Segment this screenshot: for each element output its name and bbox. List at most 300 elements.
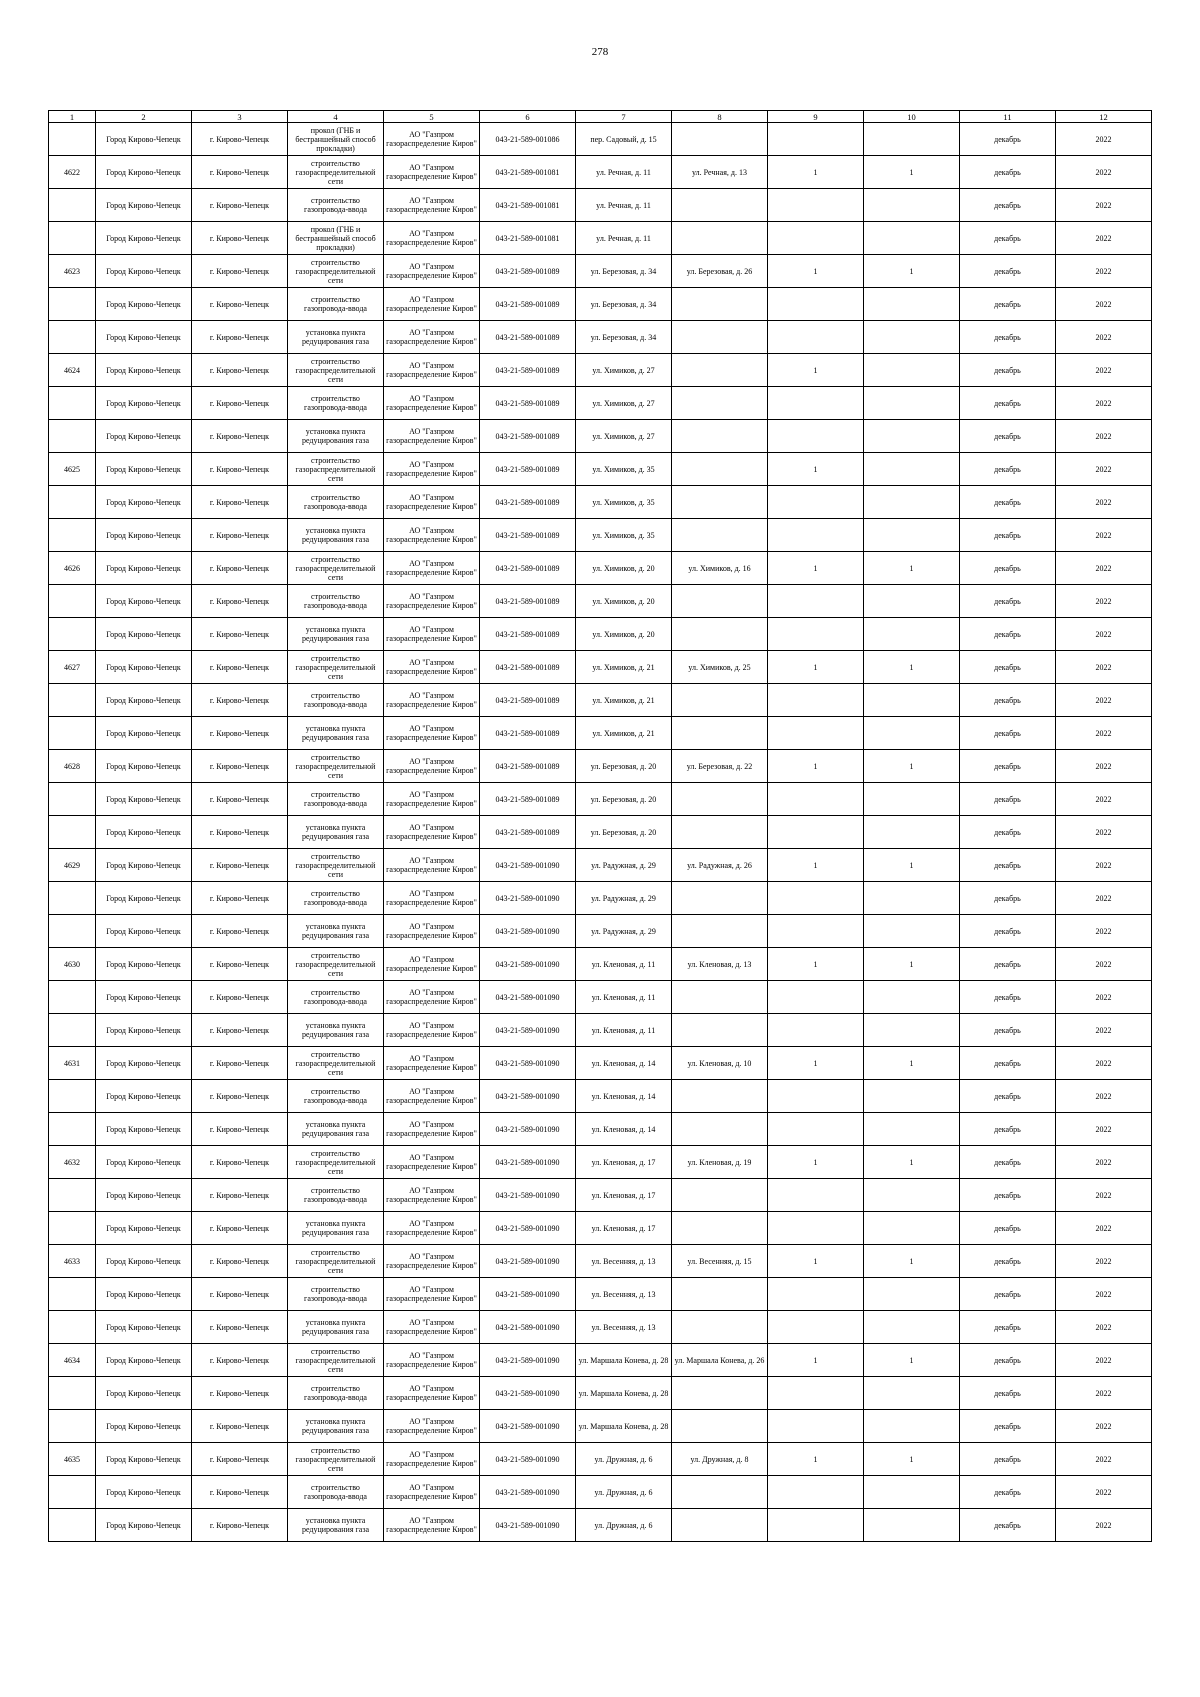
second-address-cell (672, 222, 768, 255)
month-cell: декабрь (960, 453, 1056, 486)
month-cell: декабрь (960, 519, 1056, 552)
work-type-cell: строительство газораспределительной сети (288, 750, 384, 783)
year-cell: 2022 (1056, 255, 1152, 288)
table-row (49, 1245, 1152, 1278)
count-cell-2: 1 (864, 750, 960, 783)
program-number-cell: 043-21-589-001089 (480, 618, 576, 651)
row-number-cell: 4634 (49, 1344, 96, 1377)
count-cell (768, 618, 864, 651)
municipality-cell: Город Кирово-Чепецк (96, 1311, 192, 1344)
work-type-cell: установка пункта редуцирования газа (288, 1311, 384, 1344)
settlement-cell: г. Кирово-Чепецк (192, 552, 288, 585)
table-row (49, 123, 1152, 156)
count-cell (768, 519, 864, 552)
table-row (49, 585, 1152, 618)
organization-cell: АО "Газпром газораспределение Киров" (384, 1113, 480, 1146)
count-cell-2 (864, 387, 960, 420)
address-cell: ул. Химиков, д. 20 (576, 552, 672, 585)
column-header: 4 (288, 111, 384, 123)
table-row (49, 783, 1152, 816)
year-cell: 2022 (1056, 717, 1152, 750)
address-cell: ул. Березовая, д. 20 (576, 783, 672, 816)
program-number-cell: 043-21-589-001090 (480, 882, 576, 915)
row-number-cell (49, 1278, 96, 1311)
address-cell: ул. Химиков, д. 21 (576, 684, 672, 717)
second-address-cell: ул. Речная, д. 13 (672, 156, 768, 189)
year-cell: 2022 (1056, 618, 1152, 651)
count-cell-2 (864, 354, 960, 387)
second-address-cell (672, 1476, 768, 1509)
count-cell: 1 (768, 750, 864, 783)
count-cell-2 (864, 486, 960, 519)
organization-cell: АО "Газпром газораспределение Киров" (384, 552, 480, 585)
count-cell (768, 387, 864, 420)
year-cell: 2022 (1056, 1014, 1152, 1047)
second-address-cell (672, 519, 768, 552)
second-address-cell (672, 684, 768, 717)
municipality-cell: Город Кирово-Чепецк (96, 948, 192, 981)
year-cell: 2022 (1056, 1377, 1152, 1410)
count-cell-2: 1 (864, 849, 960, 882)
organization-cell: АО "Газпром газораспределение Киров" (384, 816, 480, 849)
count-cell-2 (864, 1113, 960, 1146)
second-address-cell: ул. Маршала Конева, д. 26 (672, 1344, 768, 1377)
settlement-cell: г. Кирово-Чепецк (192, 255, 288, 288)
program-number-cell: 043-21-589-001090 (480, 1509, 576, 1542)
count-cell (768, 783, 864, 816)
month-cell: декабрь (960, 750, 1056, 783)
month-cell: декабрь (960, 1179, 1056, 1212)
organization-cell: АО "Газпром газораспределение Киров" (384, 1212, 480, 1245)
year-cell: 2022 (1056, 684, 1152, 717)
table-row (49, 651, 1152, 684)
count-cell (768, 915, 864, 948)
table-row (49, 420, 1152, 453)
year-cell: 2022 (1056, 1179, 1152, 1212)
row-number-cell: 4630 (49, 948, 96, 981)
settlement-cell: г. Кирово-Чепецк (192, 519, 288, 552)
work-type-cell: строительство газораспределительной сети (288, 552, 384, 585)
count-cell-2 (864, 1014, 960, 1047)
work-type-cell: установка пункта редуцирования газа (288, 1410, 384, 1443)
work-type-cell: строительство газопровода-ввода (288, 1278, 384, 1311)
table-row (49, 1179, 1152, 1212)
year-cell: 2022 (1056, 816, 1152, 849)
row-number-cell (49, 420, 96, 453)
settlement-cell: г. Кирово-Чепецк (192, 618, 288, 651)
month-cell: декабрь (960, 420, 1056, 453)
work-type-cell: установка пункта редуцирования газа (288, 915, 384, 948)
municipality-cell: Город Кирово-Чепецк (96, 882, 192, 915)
row-number-cell (49, 1212, 96, 1245)
year-cell: 2022 (1056, 783, 1152, 816)
month-cell: декабрь (960, 1080, 1056, 1113)
second-address-cell (672, 1509, 768, 1542)
program-number-cell: 043-21-589-001089 (480, 486, 576, 519)
count-cell-2 (864, 222, 960, 255)
second-address-cell (672, 1179, 768, 1212)
count-cell: 1 (768, 156, 864, 189)
year-cell: 2022 (1056, 1443, 1152, 1476)
settlement-cell: г. Кирово-Чепецк (192, 816, 288, 849)
count-cell-2: 1 (864, 651, 960, 684)
count-cell (768, 1179, 864, 1212)
count-cell (768, 684, 864, 717)
count-cell (768, 420, 864, 453)
row-number-cell (49, 915, 96, 948)
year-cell: 2022 (1056, 222, 1152, 255)
settlement-cell: г. Кирово-Чепецк (192, 750, 288, 783)
municipality-cell: Город Кирово-Чепецк (96, 1245, 192, 1278)
column-header: 5 (384, 111, 480, 123)
municipality-cell: Город Кирово-Чепецк (96, 519, 192, 552)
work-type-cell: строительство газопровода-ввода (288, 288, 384, 321)
table-row (49, 915, 1152, 948)
settlement-cell: г. Кирово-Чепецк (192, 849, 288, 882)
second-address-cell: ул. Кленовая, д. 19 (672, 1146, 768, 1179)
municipality-cell: Город Кирово-Чепецк (96, 1179, 192, 1212)
municipality-cell: Город Кирово-Чепецк (96, 981, 192, 1014)
address-cell: ул. Весенняя, д. 13 (576, 1245, 672, 1278)
count-cell-2 (864, 717, 960, 750)
program-number-cell: 043-21-589-001089 (480, 783, 576, 816)
count-cell (768, 1410, 864, 1443)
row-number-cell (49, 618, 96, 651)
month-cell: декабрь (960, 816, 1056, 849)
settlement-cell: г. Кирово-Чепецк (192, 1410, 288, 1443)
row-number-cell: 4625 (49, 453, 96, 486)
address-cell: ул. Кленовая, д. 11 (576, 981, 672, 1014)
second-address-cell: ул. Радужная, д. 26 (672, 849, 768, 882)
column-header: 12 (1056, 111, 1152, 123)
settlement-cell: г. Кирово-Чепецк (192, 1146, 288, 1179)
organization-cell: АО "Газпром газораспределение Киров" (384, 1047, 480, 1080)
month-cell: декабрь (960, 486, 1056, 519)
municipality-cell: Город Кирово-Чепецк (96, 1014, 192, 1047)
organization-cell: АО "Газпром газораспределение Киров" (384, 882, 480, 915)
register-table (48, 110, 1152, 1542)
settlement-cell: г. Кирово-Чепецк (192, 1179, 288, 1212)
address-cell: ул. Радужная, д. 29 (576, 849, 672, 882)
table-row (49, 189, 1152, 222)
count-cell-2 (864, 1476, 960, 1509)
count-cell-2 (864, 1179, 960, 1212)
settlement-cell: г. Кирово-Чепецк (192, 1014, 288, 1047)
year-cell: 2022 (1056, 321, 1152, 354)
address-cell: ул. Кленовая, д. 17 (576, 1146, 672, 1179)
work-type-cell: строительство газораспределительной сети (288, 1146, 384, 1179)
organization-cell: АО "Газпром газораспределение Киров" (384, 387, 480, 420)
work-type-cell: строительство газопровода-ввода (288, 1179, 384, 1212)
work-type-cell: строительство газораспределительной сети (288, 1245, 384, 1278)
month-cell: декабрь (960, 288, 1056, 321)
table-row (49, 684, 1152, 717)
second-address-cell (672, 1014, 768, 1047)
settlement-cell: г. Кирово-Чепецк (192, 1047, 288, 1080)
organization-cell: АО "Газпром газораспределение Киров" (384, 948, 480, 981)
count-cell (768, 486, 864, 519)
count-cell: 1 (768, 1146, 864, 1179)
municipality-cell: Город Кирово-Чепецк (96, 750, 192, 783)
row-number-cell (49, 981, 96, 1014)
settlement-cell: г. Кирово-Чепецк (192, 1278, 288, 1311)
municipality-cell: Город Кирово-Чепецк (96, 222, 192, 255)
organization-cell: АО "Газпром газораспределение Киров" (384, 354, 480, 387)
row-number-cell (49, 717, 96, 750)
count-cell (768, 1014, 864, 1047)
program-number-cell: 043-21-589-001090 (480, 1344, 576, 1377)
table-row (49, 1443, 1152, 1476)
year-cell: 2022 (1056, 552, 1152, 585)
work-type-cell: строительство газопровода-ввода (288, 486, 384, 519)
row-number-cell: 4629 (49, 849, 96, 882)
row-number-cell (49, 387, 96, 420)
table-row (49, 288, 1152, 321)
settlement-cell: г. Кирово-Чепецк (192, 684, 288, 717)
row-number-cell: 4635 (49, 1443, 96, 1476)
row-number-cell (49, 1311, 96, 1344)
table-row (49, 222, 1152, 255)
month-cell: декабрь (960, 552, 1056, 585)
program-number-cell: 043-21-589-001090 (480, 1410, 576, 1443)
table-row (49, 981, 1152, 1014)
organization-cell: АО "Газпром газораспределение Киров" (384, 1443, 480, 1476)
count-cell-2 (864, 453, 960, 486)
year-cell: 2022 (1056, 1509, 1152, 1542)
count-cell-2: 1 (864, 1245, 960, 1278)
year-cell: 2022 (1056, 123, 1152, 156)
second-address-cell (672, 321, 768, 354)
program-number-cell: 043-21-589-001089 (480, 585, 576, 618)
address-cell: ул. Березовая, д. 34 (576, 255, 672, 288)
address-cell: ул. Кленовая, д. 11 (576, 948, 672, 981)
month-cell: декабрь (960, 1113, 1056, 1146)
address-cell: ул. Химиков, д. 20 (576, 618, 672, 651)
year-cell: 2022 (1056, 1410, 1152, 1443)
second-address-cell (672, 915, 768, 948)
month-cell: декабрь (960, 948, 1056, 981)
program-number-cell: 043-21-589-001089 (480, 387, 576, 420)
count-cell: 1 (768, 1443, 864, 1476)
program-number-cell: 043-21-589-001090 (480, 1377, 576, 1410)
program-number-cell: 043-21-589-001089 (480, 519, 576, 552)
program-number-cell: 043-21-589-001089 (480, 354, 576, 387)
address-cell: ул. Березовая, д. 20 (576, 816, 672, 849)
municipality-cell: Город Кирово-Чепецк (96, 717, 192, 750)
count-cell (768, 321, 864, 354)
settlement-cell: г. Кирово-Чепецк (192, 1377, 288, 1410)
settlement-cell: г. Кирово-Чепецк (192, 288, 288, 321)
organization-cell: АО "Газпром газораспределение Киров" (384, 1509, 480, 1542)
column-header: 6 (480, 111, 576, 123)
program-number-cell: 043-21-589-001089 (480, 717, 576, 750)
row-number-cell (49, 816, 96, 849)
second-address-cell: ул. Химиков, д. 16 (672, 552, 768, 585)
second-address-cell (672, 1278, 768, 1311)
table-row (49, 1476, 1152, 1509)
municipality-cell: Город Кирово-Чепецк (96, 783, 192, 816)
address-cell: ул. Дружная, д. 6 (576, 1476, 672, 1509)
second-address-cell (672, 453, 768, 486)
work-type-cell: установка пункта редуцирования газа (288, 519, 384, 552)
year-cell: 2022 (1056, 1476, 1152, 1509)
municipality-cell: Город Кирово-Чепецк (96, 552, 192, 585)
address-cell: ул. Березовая, д. 34 (576, 321, 672, 354)
count-cell-2 (864, 189, 960, 222)
organization-cell: АО "Газпром газораспределение Киров" (384, 1410, 480, 1443)
count-cell: 1 (768, 453, 864, 486)
address-cell: ул. Химиков, д. 20 (576, 585, 672, 618)
settlement-cell: г. Кирово-Чепецк (192, 453, 288, 486)
address-cell: ул. Радужная, д. 29 (576, 882, 672, 915)
year-cell: 2022 (1056, 519, 1152, 552)
work-type-cell: установка пункта редуцирования газа (288, 420, 384, 453)
work-type-cell: строительство газопровода-ввода (288, 189, 384, 222)
settlement-cell: г. Кирово-Чепецк (192, 387, 288, 420)
second-address-cell (672, 486, 768, 519)
count-cell-2 (864, 123, 960, 156)
settlement-cell: г. Кирово-Чепецк (192, 420, 288, 453)
program-number-cell: 043-21-589-001090 (480, 1476, 576, 1509)
municipality-cell: Город Кирово-Чепецк (96, 1410, 192, 1443)
second-address-cell: ул. Химиков, д. 25 (672, 651, 768, 684)
organization-cell: АО "Газпром газораспределение Киров" (384, 519, 480, 552)
month-cell: декабрь (960, 717, 1056, 750)
work-type-cell: строительство газораспределительной сети (288, 354, 384, 387)
organization-cell: АО "Газпром газораспределение Киров" (384, 255, 480, 288)
month-cell: декабрь (960, 1509, 1056, 1542)
month-cell: декабрь (960, 882, 1056, 915)
work-type-cell: строительство газораспределительной сети (288, 255, 384, 288)
table-row (49, 255, 1152, 288)
municipality-cell: Город Кирово-Чепецк (96, 420, 192, 453)
year-cell: 2022 (1056, 1245, 1152, 1278)
table-row (49, 618, 1152, 651)
settlement-cell: г. Кирово-Чепецк (192, 1476, 288, 1509)
program-number-cell: 043-21-589-001090 (480, 1212, 576, 1245)
row-number-cell (49, 1080, 96, 1113)
month-cell: декабрь (960, 849, 1056, 882)
month-cell: декабрь (960, 783, 1056, 816)
program-number-cell: 043-21-589-001089 (480, 453, 576, 486)
month-cell: декабрь (960, 222, 1056, 255)
count-cell (768, 1377, 864, 1410)
organization-cell: АО "Газпром газораспределение Киров" (384, 453, 480, 486)
second-address-cell (672, 717, 768, 750)
count-cell-2 (864, 915, 960, 948)
count-cell-2 (864, 684, 960, 717)
work-type-cell: установка пункта редуцирования газа (288, 1113, 384, 1146)
address-cell: ул. Химиков, д. 27 (576, 420, 672, 453)
organization-cell: АО "Газпром газораспределение Киров" (384, 651, 480, 684)
work-type-cell: установка пункта редуцирования газа (288, 717, 384, 750)
row-number-cell: 4622 (49, 156, 96, 189)
organization-cell: АО "Газпром газораспределение Киров" (384, 222, 480, 255)
program-number-cell: 043-21-589-001090 (480, 1113, 576, 1146)
second-address-cell: ул. Дружная, д. 8 (672, 1443, 768, 1476)
month-cell: декабрь (960, 354, 1056, 387)
year-cell: 2022 (1056, 981, 1152, 1014)
row-number-cell: 4627 (49, 651, 96, 684)
column-header: 8 (672, 111, 768, 123)
address-cell: ул. Химиков, д. 21 (576, 717, 672, 750)
organization-cell: АО "Газпром газораспределение Киров" (384, 1245, 480, 1278)
municipality-cell: Город Кирово-Чепецк (96, 1047, 192, 1080)
organization-cell: АО "Газпром газораспределение Киров" (384, 1476, 480, 1509)
count-cell-2 (864, 519, 960, 552)
row-number-cell (49, 189, 96, 222)
address-cell: ул. Кленовая, д. 17 (576, 1212, 672, 1245)
table-row (49, 750, 1152, 783)
row-number-cell (49, 123, 96, 156)
organization-cell: АО "Газпром газораспределение Киров" (384, 915, 480, 948)
settlement-cell: г. Кирово-Чепецк (192, 156, 288, 189)
municipality-cell: Город Кирово-Чепецк (96, 684, 192, 717)
count-cell-2 (864, 1410, 960, 1443)
work-type-cell: установка пункта редуцирования газа (288, 1014, 384, 1047)
work-type-cell: строительство газораспределительной сети (288, 849, 384, 882)
municipality-cell: Город Кирово-Чепецк (96, 618, 192, 651)
table-row (49, 948, 1152, 981)
municipality-cell: Город Кирово-Чепецк (96, 915, 192, 948)
address-cell: ул. Березовая, д. 20 (576, 750, 672, 783)
municipality-cell: Город Кирово-Чепецк (96, 816, 192, 849)
year-cell: 2022 (1056, 354, 1152, 387)
count-cell: 1 (768, 849, 864, 882)
settlement-cell: г. Кирово-Чепецк (192, 222, 288, 255)
count-cell (768, 816, 864, 849)
month-cell: декабрь (960, 618, 1056, 651)
count-cell (768, 981, 864, 1014)
row-number-cell (49, 288, 96, 321)
year-cell: 2022 (1056, 1344, 1152, 1377)
count-cell: 1 (768, 1344, 864, 1377)
year-cell: 2022 (1056, 420, 1152, 453)
settlement-cell: г. Кирово-Чепецк (192, 717, 288, 750)
settlement-cell: г. Кирово-Чепецк (192, 981, 288, 1014)
settlement-cell: г. Кирово-Чепецк (192, 1245, 288, 1278)
year-cell: 2022 (1056, 453, 1152, 486)
count-cell (768, 717, 864, 750)
program-number-cell: 043-21-589-001089 (480, 750, 576, 783)
program-number-cell: 043-21-589-001090 (480, 1047, 576, 1080)
address-cell: ул. Химиков, д. 35 (576, 519, 672, 552)
program-number-cell: 043-21-589-001090 (480, 849, 576, 882)
organization-cell: АО "Газпром газораспределение Киров" (384, 684, 480, 717)
row-number-cell: 4628 (49, 750, 96, 783)
settlement-cell: г. Кирово-Чепецк (192, 321, 288, 354)
work-type-cell: установка пункта редуцирования газа (288, 618, 384, 651)
count-cell-2 (864, 882, 960, 915)
count-cell-2: 1 (864, 156, 960, 189)
organization-cell: АО "Газпром газораспределение Киров" (384, 849, 480, 882)
count-cell (768, 222, 864, 255)
work-type-cell: строительство газораспределительной сети (288, 1344, 384, 1377)
table-row (49, 387, 1152, 420)
table-row (49, 453, 1152, 486)
settlement-cell: г. Кирово-Чепецк (192, 1443, 288, 1476)
year-cell: 2022 (1056, 1113, 1152, 1146)
count-cell-2 (864, 1212, 960, 1245)
table-row (49, 552, 1152, 585)
municipality-cell: Город Кирово-Чепецк (96, 387, 192, 420)
organization-cell: АО "Газпром газораспределение Киров" (384, 783, 480, 816)
table-row (49, 1377, 1152, 1410)
program-number-cell: 043-21-589-001090 (480, 1179, 576, 1212)
program-number-cell: 043-21-589-001089 (480, 321, 576, 354)
program-number-cell: 043-21-589-001090 (480, 1311, 576, 1344)
year-cell: 2022 (1056, 1047, 1152, 1080)
